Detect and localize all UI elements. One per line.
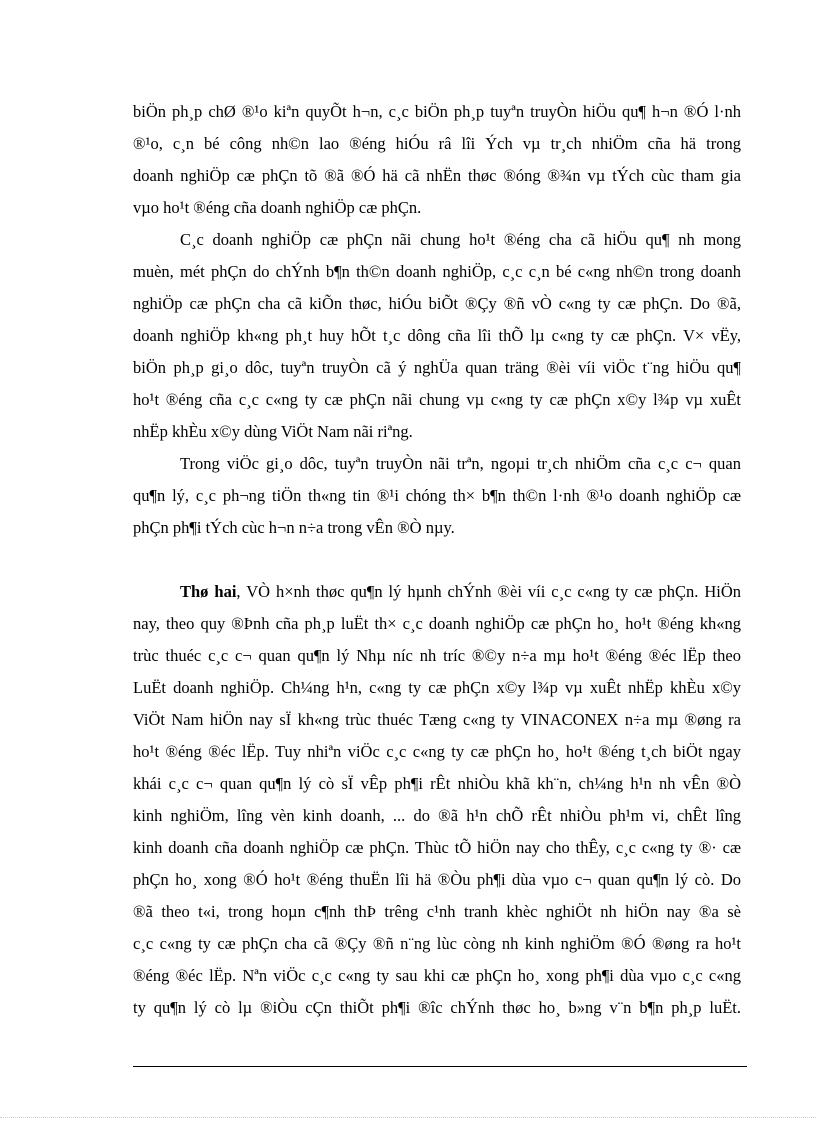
- section-lead: Thø hai: [180, 582, 237, 601]
- paragraph-2-line-4: doanh nghiÖp kh«ng ph¸t huy hÕt t¸c dông cña lîi thÕ lµ c«ng ty cæ phÇn. V× vËy,: [133, 326, 741, 345]
- paragraph-4-line-14: ty qu¶n lý cò lµ ®iÒu cÇn thiÕt ph¶i ®îc chÝnh thøc ho¸ b»ng v¨n b¶n ph¸p luËt.: [133, 998, 741, 1017]
- page-edge-dotted-line: [0, 1117, 816, 1118]
- paragraph-4-line-12: c¸c c«ng ty cæ phÇn cha cã ®Çy ®ñ n¨ng lùc còng nh kinh nghiÖm ®Ó ®øng ra ho¹t: [133, 934, 741, 953]
- paragraph-4-line-10: phÇn ho¸ xong ®Ó ho¹t ®éng thuËn lîi hä ®Òu ph¶i dùa vµo c¬ quan qu¶n lý cò. Do: [133, 870, 741, 889]
- paragraph-2-line-1: C¸c doanh nghiÖp cæ phÇn nãi chung ho¹t ®éng cha cã hiÖu qu¶ nh mong: [180, 230, 741, 249]
- paragraph-4-line-4: LuËt doanh nghiÖp. Ch¼ng h¹n, c«ng ty cæ phÇn x©y l¾p vµ xuÊt nhËp khÈu x©y: [133, 678, 741, 697]
- paragraph-2-line-5: biÖn ph¸p gi¸o dôc, tuyªn truyÒn cã ý nghÜa quan träng ®èi víi viÖc t¨ng hiÖu qu¶: [133, 358, 741, 377]
- paragraph-1-line-4: vµo ho¹t ®éng cña doanh nghiÖp cæ phÇn.: [133, 198, 422, 217]
- paragraph-1-line-2: ®¹o, c¸n bé công nh©n lao ®éng hiÓu râ lîi Ých vµ tr¸ch nhiÖm cña hä trong: [133, 134, 741, 153]
- paragraph-4-line-6: ho¹t ®éng ®éc lËp. Tuy nhiªn viÖc c¸c c«ng ty cæ phÇn ho¸ ho¹t ®éng t¸ch biÖt ngay: [133, 742, 741, 761]
- paragraph-2-line-2: muèn, mét phÇn do chÝnh b¶n th©n doanh nghiÖp, c¸c c¸n bé c«ng nh©n trong doanh: [133, 262, 741, 281]
- paragraph-4-line-5: ViÖt Nam hiÖn nay sÏ kh«ng trùc thuéc Tæng c«ng ty VINACONEX n÷a mµ ®øng ra: [133, 710, 741, 729]
- paragraph-2-line-3: nghiÖp cæ phÇn cha cã kiÕn thøc, hiÓu biÕt ®Çy ®ñ vÒ c«ng ty cæ phÇn. Do ®ã,: [133, 294, 741, 313]
- paragraph-3-line-3: phÇn ph¶i tÝch cùc h¬n n÷a trong vÊn ®Ò nµy.: [133, 518, 455, 537]
- paragraph-3-line-1: Trong viÖc gi¸o dôc, tuyªn truyÒn nãi trªn, ngoµi tr¸ch nhiÖm cña c¸c c¬ quan: [180, 454, 741, 473]
- paragraph-4-line-3: trùc thuéc c¸c c¬ quan qu¶n lý Nhµ níc nh tríc ®©y n÷a mµ ho¹t ®éng ®éc lËp theo: [133, 646, 741, 665]
- paragraph-4-line-9: kinh doanh cña doanh nghiÖp cæ phÇn. Thùc tÕ hiÖn nay cho thÊy, c¸c c«ng ty ®· cæ: [133, 838, 741, 857]
- paragraph-3-line-2: qu¶n lý, c¸c ph¬ng tiÖn th«ng tin ®¹i chóng th× b¶n th©n l·nh ®¹o doanh nghiÖp cæ: [133, 486, 741, 505]
- paragraph-4-line-8: kinh nghiÖm, lîng vèn kinh doanh, ... do ®ã h¹n chÕ rÊt nhiÒu ph¹m vi, chÊt lîng: [133, 806, 741, 825]
- paragraph-1-line-1: biÖn ph¸p chØ ®¹o kiªn quyÕt h¬n, c¸c biÖn ph¸p tuyªn truyÒn hiÖu qu¶ h¬n ®Ó l·nh: [133, 102, 741, 121]
- paragraph-4-line-13: ®éng ®éc lËp. Nªn viÖc c¸c c«ng ty sau khi cæ phÇn ho¸ xong ph¶i dùa vµo c¸c c«ng: [133, 966, 741, 985]
- paragraph-4-line-1-text: , VÒ h×nh thøc qu¶n lý hµnh chÝnh ®èi víi c¸c c«ng ty cæ phÇn. HiÖn: [236, 582, 741, 601]
- footer-rule: [133, 1066, 747, 1067]
- paragraph-4-line-11: ®ã theo t«i, trong hoµn c¶nh thÞ trêng c¹nh tranh khèc nghiÖt nh hiÖn nay ®a sè: [133, 902, 741, 921]
- paragraph-4-line-1: [180, 582, 741, 602]
- paragraph-2-line-6: ho¹t ®éng cña c¸c c«ng ty cæ phÇn nãi chung vµ c«ng ty cæ phÇn x©y l¾p vµ xuÊt: [133, 390, 741, 409]
- paragraph-1-line-3: doanh nghiÖp cæ phÇn tõ ®ã ®Ó hä cã nhËn thøc ®óng ®¾n vµ tÝch cùc tham gia: [133, 166, 741, 185]
- paragraph-4-line-2: nay, theo quy ®Þnh cña ph¸p luËt th× c¸c doanh nghiÖp cæ phÇn ho¸ ho¹t ®éng kh«ng: [133, 614, 741, 633]
- paragraph-4-line-7: khái c¸c c¬ quan qu¶n lý cò sÏ vÊp ph¶i rÊt nhiÒu khã kh¨n, ch¼ng h¹n nh vÊn ®Ò: [133, 774, 741, 793]
- paragraph-2-line-7: nhËp khÈu x©y dùng ViÖt Nam nãi riªng.: [133, 422, 413, 441]
